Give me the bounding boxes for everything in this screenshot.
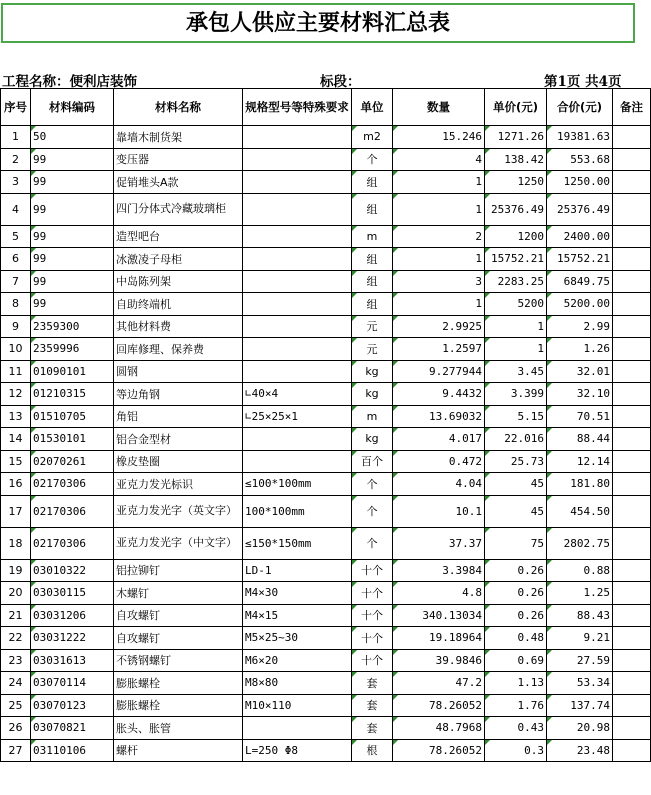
cell-index: 12 (1, 383, 31, 406)
cell-qty: 1 (393, 248, 485, 271)
cell-remark (613, 248, 651, 271)
cell-code: 99 (31, 270, 114, 293)
cell-remark (613, 126, 651, 149)
table-row (1, 672, 651, 695)
cell-price: 15752.21 (485, 248, 547, 271)
cell-remark (613, 717, 651, 740)
cell-spec (243, 148, 352, 171)
cell-total: 25376.49 (547, 193, 613, 225)
cell-remark (613, 649, 651, 672)
cell-spec: M4×30 (243, 582, 352, 605)
cell-total: 5200.00 (547, 293, 613, 316)
cell-name: 亚克力发光字（英文字） (114, 495, 243, 527)
cell-total: 1.26 (547, 338, 613, 361)
cell-unit: 个 (352, 148, 393, 171)
cell-total: 53.34 (547, 672, 613, 695)
cell-name: 亚克力发光标识 (114, 473, 243, 496)
cell-code: 03010322 (31, 559, 114, 582)
table-row (1, 193, 651, 225)
cell-total: 15752.21 (547, 248, 613, 271)
header-cell-index: 序号 (1, 89, 31, 126)
cell-name: 促销堆头A款 (114, 171, 243, 194)
cell-spec: ∟25×25×1 (243, 405, 352, 428)
cell-code: 03031222 (31, 627, 114, 650)
cell-spec: ∟40×4 (243, 383, 352, 406)
cell-index: 21 (1, 604, 31, 627)
cell-unit: kg (352, 360, 393, 383)
cell-name: 回库修理、保养费 (114, 338, 243, 361)
cell-qty: 3 (393, 270, 485, 293)
cell-remark (613, 495, 651, 527)
cell-price: 1.76 (485, 694, 547, 717)
cell-price: 0.3 (485, 739, 547, 762)
cell-qty: 47.2 (393, 672, 485, 695)
cell-code: 03110106 (31, 739, 114, 762)
cell-index: 3 (1, 171, 31, 194)
cell-total: 23.48 (547, 739, 613, 762)
cell-unit: m (352, 405, 393, 428)
cell-index: 10 (1, 338, 31, 361)
cell-total: 2802.75 (547, 527, 613, 559)
cell-price: 45 (485, 473, 547, 496)
cell-total: 137.74 (547, 694, 613, 717)
cell-spec: L=250 Φ8 (243, 739, 352, 762)
cell-unit: 元 (352, 338, 393, 361)
cell-price: 1200 (485, 225, 547, 248)
cell-spec (243, 717, 352, 740)
cell-remark (613, 694, 651, 717)
cell-price: 5.15 (485, 405, 547, 428)
cell-index: 2 (1, 148, 31, 171)
cell-unit: 套 (352, 694, 393, 717)
cell-qty: 2 (393, 225, 485, 248)
table-row (1, 360, 651, 383)
cell-unit: 十个 (352, 582, 393, 605)
cell-remark (613, 428, 651, 451)
cell-spec (243, 225, 352, 248)
cell-qty: 13.69032 (393, 405, 485, 428)
table-row (1, 338, 651, 361)
cell-remark (613, 473, 651, 496)
cell-qty: 4.017 (393, 428, 485, 451)
cell-remark (613, 672, 651, 695)
report-title: 承包人供应主要材料汇总表 (185, 10, 450, 36)
cell-name: 橡皮垫圈 (114, 450, 243, 473)
table-row (1, 270, 651, 293)
cell-name: 变压器 (114, 148, 243, 171)
table-row (1, 604, 651, 627)
cell-index: 5 (1, 225, 31, 248)
cell-spec (243, 171, 352, 194)
table-row (1, 248, 651, 271)
cell-spec (243, 338, 352, 361)
header-cell-qty: 数量 (393, 89, 485, 126)
cell-qty: 48.7968 (393, 717, 485, 740)
cell-qty: 10.1 (393, 495, 485, 527)
cell-code: 02170306 (31, 473, 114, 496)
cell-total: 32.10 (547, 383, 613, 406)
cell-index: 15 (1, 450, 31, 473)
cell-remark (613, 582, 651, 605)
cell-spec: ≤100*100mm (243, 473, 352, 496)
cell-qty: 9.4432 (393, 383, 485, 406)
page-indicator: 第1页 共4页 (544, 74, 622, 90)
cell-spec: ≤150*150mm (243, 527, 352, 559)
cell-index: 13 (1, 405, 31, 428)
cell-price: 5200 (485, 293, 547, 316)
cell-code: 03070114 (31, 672, 114, 695)
cell-price: 0.43 (485, 717, 547, 740)
cell-total: 88.43 (547, 604, 613, 627)
cell-price: 25.73 (485, 450, 547, 473)
cell-spec: 100*100mm (243, 495, 352, 527)
cell-price: 75 (485, 527, 547, 559)
cell-remark (613, 225, 651, 248)
cell-unit: 个 (352, 527, 393, 559)
cell-name: 中岛陈列架 (114, 270, 243, 293)
cell-price: 0.48 (485, 627, 547, 650)
project-name: 工程名称：便利店装饰 (2, 74, 137, 90)
cell-name: 靠墙木制货架 (114, 126, 243, 149)
cell-total: 12.14 (547, 450, 613, 473)
cell-index: 20 (1, 582, 31, 605)
cell-remark (613, 315, 651, 338)
cell-unit: m (352, 225, 393, 248)
cell-index: 25 (1, 694, 31, 717)
cell-remark (613, 527, 651, 559)
cell-total: 181.80 (547, 473, 613, 496)
table-row (1, 450, 651, 473)
cell-remark (613, 148, 651, 171)
cell-code: 03030115 (31, 582, 114, 605)
cell-index: 26 (1, 717, 31, 740)
cell-code: 50 (31, 126, 114, 149)
section-label: 标段： (320, 74, 361, 90)
cell-price: 25376.49 (485, 193, 547, 225)
cell-qty: 4 (393, 148, 485, 171)
cell-name: 膨胀螺栓 (114, 672, 243, 695)
cell-qty: 4.04 (393, 473, 485, 496)
cell-name: 造型吧台 (114, 225, 243, 248)
cell-price: 138.42 (485, 148, 547, 171)
cell-remark (613, 604, 651, 627)
cell-spec (243, 293, 352, 316)
cell-spec: M5×25~30 (243, 627, 352, 650)
cell-name: 铝合金型材 (114, 428, 243, 451)
cell-code: 99 (31, 248, 114, 271)
cell-qty: 2.9925 (393, 315, 485, 338)
cell-spec (243, 315, 352, 338)
cell-spec: M6×20 (243, 649, 352, 672)
cell-index: 7 (1, 270, 31, 293)
table-row (1, 126, 651, 149)
cell-remark (613, 171, 651, 194)
cell-unit: 十个 (352, 559, 393, 582)
table-row (1, 225, 651, 248)
cell-qty: 15.246 (393, 126, 485, 149)
cell-code: 02170306 (31, 495, 114, 527)
table-row (1, 383, 651, 406)
table-row (1, 473, 651, 496)
table-row (1, 582, 651, 605)
cell-remark (613, 450, 651, 473)
cell-total: 6849.75 (547, 270, 613, 293)
cell-spec (243, 428, 352, 451)
cell-name: 自助终端机 (114, 293, 243, 316)
cell-total: 553.68 (547, 148, 613, 171)
cell-remark (613, 293, 651, 316)
cell-total: 0.88 (547, 559, 613, 582)
cell-name: 膨胀螺栓 (114, 694, 243, 717)
cell-remark (613, 383, 651, 406)
cell-index: 14 (1, 428, 31, 451)
header-cell-code: 材料编码 (31, 89, 114, 126)
cell-qty: 4.8 (393, 582, 485, 605)
cell-code: 02070261 (31, 450, 114, 473)
cell-qty: 340.13034 (393, 604, 485, 627)
cell-qty: 78.26052 (393, 694, 485, 717)
cell-remark (613, 338, 651, 361)
cell-code: 01530101 (31, 428, 114, 451)
header-cell-price: 单价(元) (485, 89, 547, 126)
cell-remark (613, 405, 651, 428)
cell-unit: 组 (352, 248, 393, 271)
cell-price: 0.69 (485, 649, 547, 672)
cell-unit: 组 (352, 293, 393, 316)
cell-spec (243, 450, 352, 473)
cell-qty: 78.26052 (393, 739, 485, 762)
cell-code: 99 (31, 171, 114, 194)
cell-total: 1.25 (547, 582, 613, 605)
cell-name: 等边角钢 (114, 383, 243, 406)
cell-code: 03070123 (31, 694, 114, 717)
cell-total: 2.99 (547, 315, 613, 338)
cell-spec (243, 126, 352, 149)
cell-price: 45 (485, 495, 547, 527)
cell-code: 03070821 (31, 717, 114, 740)
cell-index: 23 (1, 649, 31, 672)
info-bar (0, 70, 639, 88)
header-cell-unit: 单位 (352, 89, 393, 126)
table-row (1, 739, 651, 762)
cell-total: 88.44 (547, 428, 613, 451)
cell-code: 03031206 (31, 604, 114, 627)
cell-code: 99 (31, 293, 114, 316)
cell-remark (613, 270, 651, 293)
table-row (1, 428, 651, 451)
cell-price: 1 (485, 315, 547, 338)
cell-index: 17 (1, 495, 31, 527)
cell-name: 亚克力发光字（中文字） (114, 527, 243, 559)
cell-index: 22 (1, 627, 31, 650)
table-row (1, 559, 651, 582)
cell-qty: 1 (393, 193, 485, 225)
cell-qty: 37.37 (393, 527, 485, 559)
table-row (1, 315, 651, 338)
cell-total: 27.59 (547, 649, 613, 672)
cell-price: 0.26 (485, 582, 547, 605)
cell-price: 0.26 (485, 604, 547, 627)
cell-index: 11 (1, 360, 31, 383)
cell-unit: 根 (352, 739, 393, 762)
cell-code: 99 (31, 225, 114, 248)
cell-index: 6 (1, 248, 31, 271)
cell-code: 01090101 (31, 360, 114, 383)
cell-unit: 个 (352, 495, 393, 527)
cell-unit: 十个 (352, 604, 393, 627)
cell-index: 8 (1, 293, 31, 316)
cell-spec: M4×15 (243, 604, 352, 627)
cell-index: 24 (1, 672, 31, 695)
cell-remark (613, 559, 651, 582)
cell-remark (613, 193, 651, 225)
cell-price: 1.13 (485, 672, 547, 695)
cell-name: 角铝 (114, 405, 243, 428)
cell-qty: 0.472 (393, 450, 485, 473)
cell-remark (613, 739, 651, 762)
cell-total: 32.01 (547, 360, 613, 383)
table-row (1, 717, 651, 740)
cell-unit: 套 (352, 717, 393, 740)
cell-name: 螺杆 (114, 739, 243, 762)
cell-code: 99 (31, 148, 114, 171)
cell-remark (613, 360, 651, 383)
table-row (1, 405, 651, 428)
cell-index: 27 (1, 739, 31, 762)
cell-unit: m2 (352, 126, 393, 149)
cell-qty: 1 (393, 171, 485, 194)
cell-qty: 9.277944 (393, 360, 485, 383)
header-row (1, 89, 651, 126)
cell-code: 2359996 (31, 338, 114, 361)
cell-code: 02170306 (31, 527, 114, 559)
cell-spec (243, 270, 352, 293)
cell-name: 自攻螺钉 (114, 604, 243, 627)
cell-total: 2400.00 (547, 225, 613, 248)
cell-total: 1250.00 (547, 171, 613, 194)
cell-unit: kg (352, 383, 393, 406)
cell-unit: 个 (352, 473, 393, 496)
cell-unit: 百个 (352, 450, 393, 473)
cell-qty: 1 (393, 293, 485, 316)
cell-name: 圆钢 (114, 360, 243, 383)
cell-name: 冰激凌子母柜 (114, 248, 243, 271)
title-box (1, 3, 635, 43)
header-cell-spec: 规格型号等特殊要求 (243, 89, 352, 126)
cell-spec: M10×110 (243, 694, 352, 717)
cell-code: 03031613 (31, 649, 114, 672)
cell-code: 01510705 (31, 405, 114, 428)
header-cell-remark: 备注 (613, 89, 651, 126)
table-row (1, 293, 651, 316)
cell-unit: 组 (352, 270, 393, 293)
cell-price: 3.399 (485, 383, 547, 406)
table-row (1, 627, 651, 650)
cell-unit: 十个 (352, 649, 393, 672)
materials-table (0, 88, 651, 762)
cell-name: 其他材料费 (114, 315, 243, 338)
cell-unit: 套 (352, 672, 393, 695)
table-row (1, 649, 651, 672)
cell-index: 1 (1, 126, 31, 149)
cell-spec: LD-1 (243, 559, 352, 582)
cell-price: 22.016 (485, 428, 547, 451)
cell-name: 木螺钉 (114, 582, 243, 605)
cell-qty: 19.18964 (393, 627, 485, 650)
table-row (1, 694, 651, 717)
cell-total: 20.98 (547, 717, 613, 740)
cell-price: 0.26 (485, 559, 547, 582)
cell-total: 70.51 (547, 405, 613, 428)
cell-remark (613, 627, 651, 650)
cell-qty: 3.3984 (393, 559, 485, 582)
cell-index: 9 (1, 315, 31, 338)
cell-unit: 组 (352, 171, 393, 194)
cell-unit: 元 (352, 315, 393, 338)
table-row (1, 148, 651, 171)
cell-index: 16 (1, 473, 31, 496)
table-row (1, 495, 651, 527)
cell-name: 自攻螺钉 (114, 627, 243, 650)
cell-spec (243, 248, 352, 271)
cell-price: 1250 (485, 171, 547, 194)
cell-name: 铝拉铆钉 (114, 559, 243, 582)
cell-price: 1 (485, 338, 547, 361)
cell-index: 4 (1, 193, 31, 225)
cell-spec: M8×80 (243, 672, 352, 695)
cell-spec (243, 360, 352, 383)
cell-unit: kg (352, 428, 393, 451)
cell-unit: 十个 (352, 627, 393, 650)
cell-index: 18 (1, 527, 31, 559)
cell-code: 2359300 (31, 315, 114, 338)
header-cell-total: 合价(元) (547, 89, 613, 126)
header-cell-name: 材料名称 (114, 89, 243, 126)
cell-price: 1271.26 (485, 126, 547, 149)
table-row (1, 171, 651, 194)
cell-spec (243, 193, 352, 225)
cell-qty: 1.2597 (393, 338, 485, 361)
table-row (1, 527, 651, 559)
cell-total: 454.50 (547, 495, 613, 527)
cell-qty: 39.9846 (393, 649, 485, 672)
cell-price: 3.45 (485, 360, 547, 383)
cell-name: 四门分体式冷藏玻璃柜 (114, 193, 243, 225)
cell-price: 2283.25 (485, 270, 547, 293)
cell-total: 19381.63 (547, 126, 613, 149)
cell-code: 01210315 (31, 383, 114, 406)
cell-index: 19 (1, 559, 31, 582)
cell-name: 胀头、胀管 (114, 717, 243, 740)
cell-unit: 组 (352, 193, 393, 225)
cell-name: 不锈钢螺钉 (114, 649, 243, 672)
cell-code: 99 (31, 193, 114, 225)
cell-total: 9.21 (547, 627, 613, 650)
